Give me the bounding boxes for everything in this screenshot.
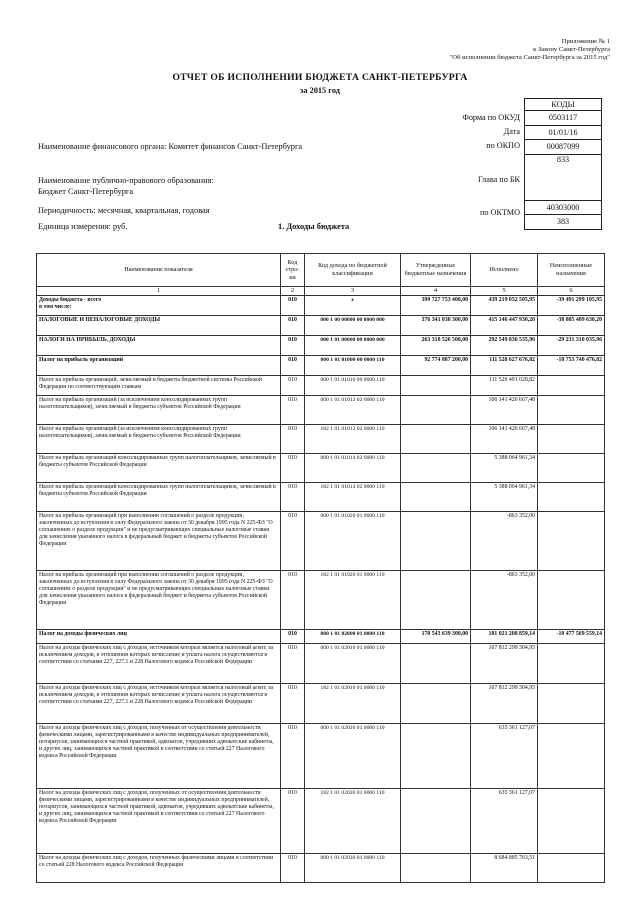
row-executed: 167 812 299 304,95 bbox=[471, 644, 538, 684]
row-executed: -863 352,00 bbox=[471, 571, 538, 630]
ppo-label: Наименование публично-правового образования: bbox=[38, 176, 214, 185]
row-unexecuted bbox=[538, 396, 605, 425]
row-line-code: 010 bbox=[281, 644, 305, 684]
row-name: Налог на доходы физических лиц с доходов, полученных физическими лицами в соответствии со статьей 228 Налогового кодекса Российской Федерации bbox=[37, 854, 281, 883]
row-line-code: 010 bbox=[281, 789, 305, 854]
table-row bbox=[37, 396, 605, 425]
row-executed: 439 219 052 505,95 bbox=[471, 296, 538, 316]
table-row bbox=[37, 571, 605, 630]
row-approved: 399 727 753 400,00 bbox=[401, 296, 471, 316]
row-line-code: 010 bbox=[281, 854, 305, 883]
row-line-code: 010 bbox=[281, 336, 305, 356]
table-row bbox=[37, 724, 605, 789]
fin-org-label: Наименование финансового органа: Комитет финансов Санкт-Петербурга bbox=[38, 142, 303, 151]
row-unexecuted: -10 477 569 559,14 bbox=[538, 630, 605, 644]
date-label: Дата bbox=[503, 127, 520, 136]
col-number: 1 bbox=[37, 287, 281, 296]
table-row bbox=[37, 425, 605, 454]
okpo-code: 00087099 bbox=[525, 140, 602, 155]
report-subtitle: за 2015 год bbox=[300, 86, 340, 95]
row-unexecuted bbox=[538, 854, 605, 883]
table-row bbox=[37, 512, 605, 571]
row-unexecuted: -29 231 310 035,96 bbox=[538, 336, 605, 356]
codes-header: КОДЫ bbox=[525, 99, 602, 111]
row-unexecuted bbox=[538, 512, 605, 571]
row-budget-code: 182 1 01 01012 02 0000 110 bbox=[305, 425, 401, 454]
row-approved bbox=[401, 396, 471, 425]
row-approved bbox=[401, 724, 471, 789]
row-budget-code: 000 1 01 02010 01 0000 110 bbox=[305, 644, 401, 684]
row-name: НАЛОГОВЫЕ И НЕНАЛОГОВЫЕ ДОХОДЫ bbox=[37, 316, 281, 336]
annex-line: к Закону Санкт-Петербурга bbox=[533, 46, 610, 54]
ppo-value: Бюджет Санкт-Петербурга bbox=[38, 187, 134, 196]
row-line-code: 010 bbox=[281, 316, 305, 336]
col-header: Наименование показателя bbox=[37, 254, 281, 287]
table-row bbox=[37, 483, 605, 512]
row-approved bbox=[401, 789, 471, 854]
row-budget-code: x bbox=[305, 296, 401, 316]
row-budget-code: 000 1 00 00000 00 0000 000 bbox=[305, 316, 401, 336]
report-title: ОТЧЕТ ОБ ИСПОЛНЕНИИ БЮДЖЕТА САНКТ-ПЕТЕРБУРГА bbox=[172, 72, 468, 83]
row-budget-code: 182 1 01 01014 02 0000 110 bbox=[305, 483, 401, 512]
row-executed: 106 141 426 667,48 bbox=[471, 425, 538, 454]
row-executed: 111 528 627 676,82 bbox=[471, 356, 538, 376]
row-budget-code: 000 1 01 01000 00 0000 110 bbox=[305, 356, 401, 376]
col-header: Неисполненные назначения bbox=[538, 254, 605, 287]
row-executed: 292 549 836 535,96 bbox=[471, 336, 538, 356]
codes-box bbox=[524, 98, 602, 230]
row-approved bbox=[401, 854, 471, 883]
row-line-code: 010 bbox=[281, 483, 305, 512]
annex-line: Приложение № 1 bbox=[561, 38, 610, 45]
row-approved bbox=[401, 454, 471, 483]
income-table bbox=[36, 253, 605, 883]
row-unexecuted: -18 753 740 476,82 bbox=[538, 356, 605, 376]
row-name: Налог на прибыль организаций консолидированных групп налогоплательщиков, зачисляемый в бюджеты субъектов Российской Федерации bbox=[37, 454, 281, 483]
row-executed: 5 388 064 961,34 bbox=[471, 454, 538, 483]
row-unexecuted bbox=[538, 425, 605, 454]
row-name: Налог на прибыль организаций (за исключением консолидированных групп налогоплательщиков), зачисляемый в бюджеты субъектов Российской Федерации bbox=[37, 396, 281, 425]
row-unexecuted bbox=[538, 483, 605, 512]
row-unexecuted bbox=[538, 454, 605, 483]
table-row bbox=[37, 296, 605, 316]
okud-code: 0503117 bbox=[525, 111, 602, 126]
date-code: 01/01/16 bbox=[525, 125, 602, 140]
row-unexecuted bbox=[538, 571, 605, 630]
glava-code: 833 bbox=[525, 154, 602, 200]
row-budget-code: 000 1 01 00000 00 0000 000 bbox=[305, 336, 401, 356]
table-row bbox=[37, 376, 605, 396]
row-budget-code: 000 1 01 01014 02 0000 110 bbox=[305, 454, 401, 483]
row-budget-code: 000 1 01 02000 01 0000 110 bbox=[305, 630, 401, 644]
unit-code: 383 bbox=[525, 215, 602, 230]
table-row bbox=[37, 336, 605, 356]
row-unexecuted bbox=[538, 724, 605, 789]
row-line-code: 010 bbox=[281, 425, 305, 454]
row-name: Налог на прибыль организаций, зачисляемый в бюджеты бюджетной системы Российской Федерации по соответствующим ставкам bbox=[37, 376, 281, 396]
row-approved bbox=[401, 376, 471, 396]
table-row bbox=[37, 854, 605, 883]
row-unexecuted bbox=[538, 684, 605, 724]
table-row bbox=[37, 684, 605, 724]
row-budget-code: 000 1 01 02030 01 0000 110 bbox=[305, 854, 401, 883]
row-line-code: 010 bbox=[281, 376, 305, 396]
annex-note bbox=[450, 38, 610, 63]
row-name: Налог на доходы физических лиц с доходов, источником которых является налоговый агент, за исключением доходов, в отношении которых исчисление и уплата налога осуществляются в соответствии со статьями 227, 227.1 и 228 Налогового кодекса Российской Федерации bbox=[37, 644, 281, 684]
row-budget-code: 182 1 01 01020 01 0000 110 bbox=[305, 571, 401, 630]
row-executed: 106 141 426 667,48 bbox=[471, 396, 538, 425]
row-executed: 8 684 885 763,51 bbox=[471, 854, 538, 883]
okpo-label: по ОКПО bbox=[486, 141, 520, 150]
row-name: Доходы бюджета - всего в том числе: bbox=[37, 296, 281, 316]
row-budget-code: 000 1 01 01012 02 0000 110 bbox=[305, 396, 401, 425]
row-name: Налог на доходы физических лиц с доходов, полученных от осуществления деятельности физическими лицами, зарегистрированными в качестве индивидуальных предпринимателей, нотариусов, занимающихся частной практикой, адвокатов, учредивших адвокатские кабинеты, и других лиц, занимающихся частной практикой в соответствии со статьей 227 Налогового кодекса Российской Федерации bbox=[37, 724, 281, 789]
row-line-code: 010 bbox=[281, 630, 305, 644]
annex-line: "Об исполнении бюджета Санкт-Петербурга за 2015 год" bbox=[449, 54, 610, 62]
table-row bbox=[37, 454, 605, 483]
row-name: Налог на доходы физических лиц bbox=[37, 630, 281, 644]
row-executed: 111 529 491 028,82 bbox=[471, 376, 538, 396]
period-label: Периодичность: месячная, квартальная, годовая bbox=[38, 206, 210, 215]
row-line-code: 010 bbox=[281, 571, 305, 630]
row-name: НАЛОГИ НА ПРИБЫЛЬ, ДОХОДЫ bbox=[37, 336, 281, 356]
table-header-row bbox=[37, 254, 605, 287]
row-executed: 635 361 127,07 bbox=[471, 724, 538, 789]
row-name: Налог на прибыль организаций консолидированных групп налогоплательщиков, зачисляемый в бюджеты субъектов Российской Федерации bbox=[37, 483, 281, 512]
row-name: Налог на прибыль организаций при выполнении соглашений о разделе продукции, заключенных до вступления в силу Федерального закона от 30 декабря 1995 года N 225-ФЗ "О соглашениях о разделе продукции" и не предусматривающих специальные налоговые ставки для зачисления указанного налога в федеральный бюджет и бюджеты субъектов Российской Федерации bbox=[37, 571, 281, 630]
row-budget-code: 000 1 01 02020 01 0000 110 bbox=[305, 724, 401, 789]
row-budget-code: 182 1 01 02010 01 0000 110 bbox=[305, 684, 401, 724]
col-header: Исполнено bbox=[471, 254, 538, 287]
row-unexecuted bbox=[538, 376, 605, 396]
row-line-code: 010 bbox=[281, 512, 305, 571]
table-row bbox=[37, 316, 605, 336]
row-approved: 170 543 639 300,00 bbox=[401, 630, 471, 644]
row-line-code: 010 bbox=[281, 454, 305, 483]
row-executed: 415 146 447 930,20 bbox=[471, 316, 538, 336]
row-line-code: 010 bbox=[281, 396, 305, 425]
row-approved bbox=[401, 483, 471, 512]
row-line-code: 010 bbox=[281, 356, 305, 376]
table-row bbox=[37, 630, 605, 644]
row-budget-code: 000 1 01 01010 00 0000 110 bbox=[305, 376, 401, 396]
row-budget-code: 000 1 01 01020 01 0000 110 bbox=[305, 512, 401, 571]
col-header: Код дохода по бюджетной классификации bbox=[305, 254, 401, 287]
column-number-row bbox=[37, 287, 605, 296]
row-executed: 5 388 064 961,34 bbox=[471, 483, 538, 512]
row-approved bbox=[401, 644, 471, 684]
row-approved bbox=[401, 512, 471, 571]
row-name: Налог на прибыль организаций (за исключением консолидированных групп налогоплательщиков), зачисляемый в бюджеты субъектов Российской Федерации bbox=[37, 425, 281, 454]
row-line-code: 010 bbox=[281, 724, 305, 789]
row-approved bbox=[401, 684, 471, 724]
row-approved: 92 774 887 200,00 bbox=[401, 356, 471, 376]
row-executed: 167 812 299 304,95 bbox=[471, 684, 538, 724]
row-line-code: 010 bbox=[281, 296, 305, 316]
row-unexecuted: -38 805 409 630,20 bbox=[538, 316, 605, 336]
row-name: Налог на прибыль организаций bbox=[37, 356, 281, 376]
table-row bbox=[37, 644, 605, 684]
row-approved bbox=[401, 425, 471, 454]
row-approved bbox=[401, 571, 471, 630]
row-budget-code: 182 1 01 02020 01 0000 110 bbox=[305, 789, 401, 854]
col-number: 5 bbox=[471, 287, 538, 296]
row-executed: 181 021 208 859,14 bbox=[471, 630, 538, 644]
table-row bbox=[37, 356, 605, 376]
oktmo-label: по ОКТМО bbox=[480, 208, 520, 217]
row-unexecuted: -39 491 299 105,95 bbox=[538, 296, 605, 316]
okud-label: Форма по ОКУД bbox=[462, 113, 520, 122]
oktmo-code: 40303000 bbox=[525, 200, 602, 215]
unit-label: Единица измерения: руб. bbox=[38, 222, 128, 231]
section-title: 1. Доходы бюджета bbox=[278, 222, 350, 231]
col-header: Утвержденные бюджетные назначения bbox=[401, 254, 471, 287]
row-name: Налог на прибыль организаций при выполнении соглашений о разделе продукции, заключенных до вступления в силу Федерального закона от 30 декабря 1995 года N 225-ФЗ "О соглашениях о разделе продукции" и не предусматривающих специальные налоговые ставки для зачисления указанного налога в федеральный бюджет и бюджеты субъектов Российской Федерации bbox=[37, 512, 281, 571]
row-executed: 635 361 127,07 bbox=[471, 789, 538, 854]
row-approved: 376 341 038 300,00 bbox=[401, 316, 471, 336]
row-line-code: 010 bbox=[281, 684, 305, 724]
row-name: Налог на доходы физических лиц с доходов, источником которых является налоговый агент, за исключением доходов, в отношении которых исчисление и уплата налога осуществляются в соответствии со статьями 227, 227.1 и 228 Налогового кодекса Российской Федерации bbox=[37, 684, 281, 724]
row-name: Налог на доходы физических лиц с доходов, полученных от осуществления деятельности физическими лицами, зарегистрированными в качестве индивидуальных предпринимателей, нотариусов, занимающихся частной практикой, адвокатов, учредивших адвокатские кабинеты, и других лиц, занимающихся частной практикой в соответствии со статьей 227 Налогового кодекса Российской Федерации bbox=[37, 789, 281, 854]
col-number: 6 bbox=[538, 287, 605, 296]
col-number: 3 bbox=[305, 287, 401, 296]
row-unexecuted bbox=[538, 789, 605, 854]
col-number: 4 bbox=[401, 287, 471, 296]
row-unexecuted bbox=[538, 644, 605, 684]
col-number: 2 bbox=[281, 287, 305, 296]
table-row bbox=[37, 789, 605, 854]
row-approved: 263 318 526 500,00 bbox=[401, 336, 471, 356]
glava-label: Глава по БК bbox=[478, 175, 520, 184]
row-executed: -863 352,00 bbox=[471, 512, 538, 571]
col-header: Код стро-ки bbox=[281, 254, 305, 287]
